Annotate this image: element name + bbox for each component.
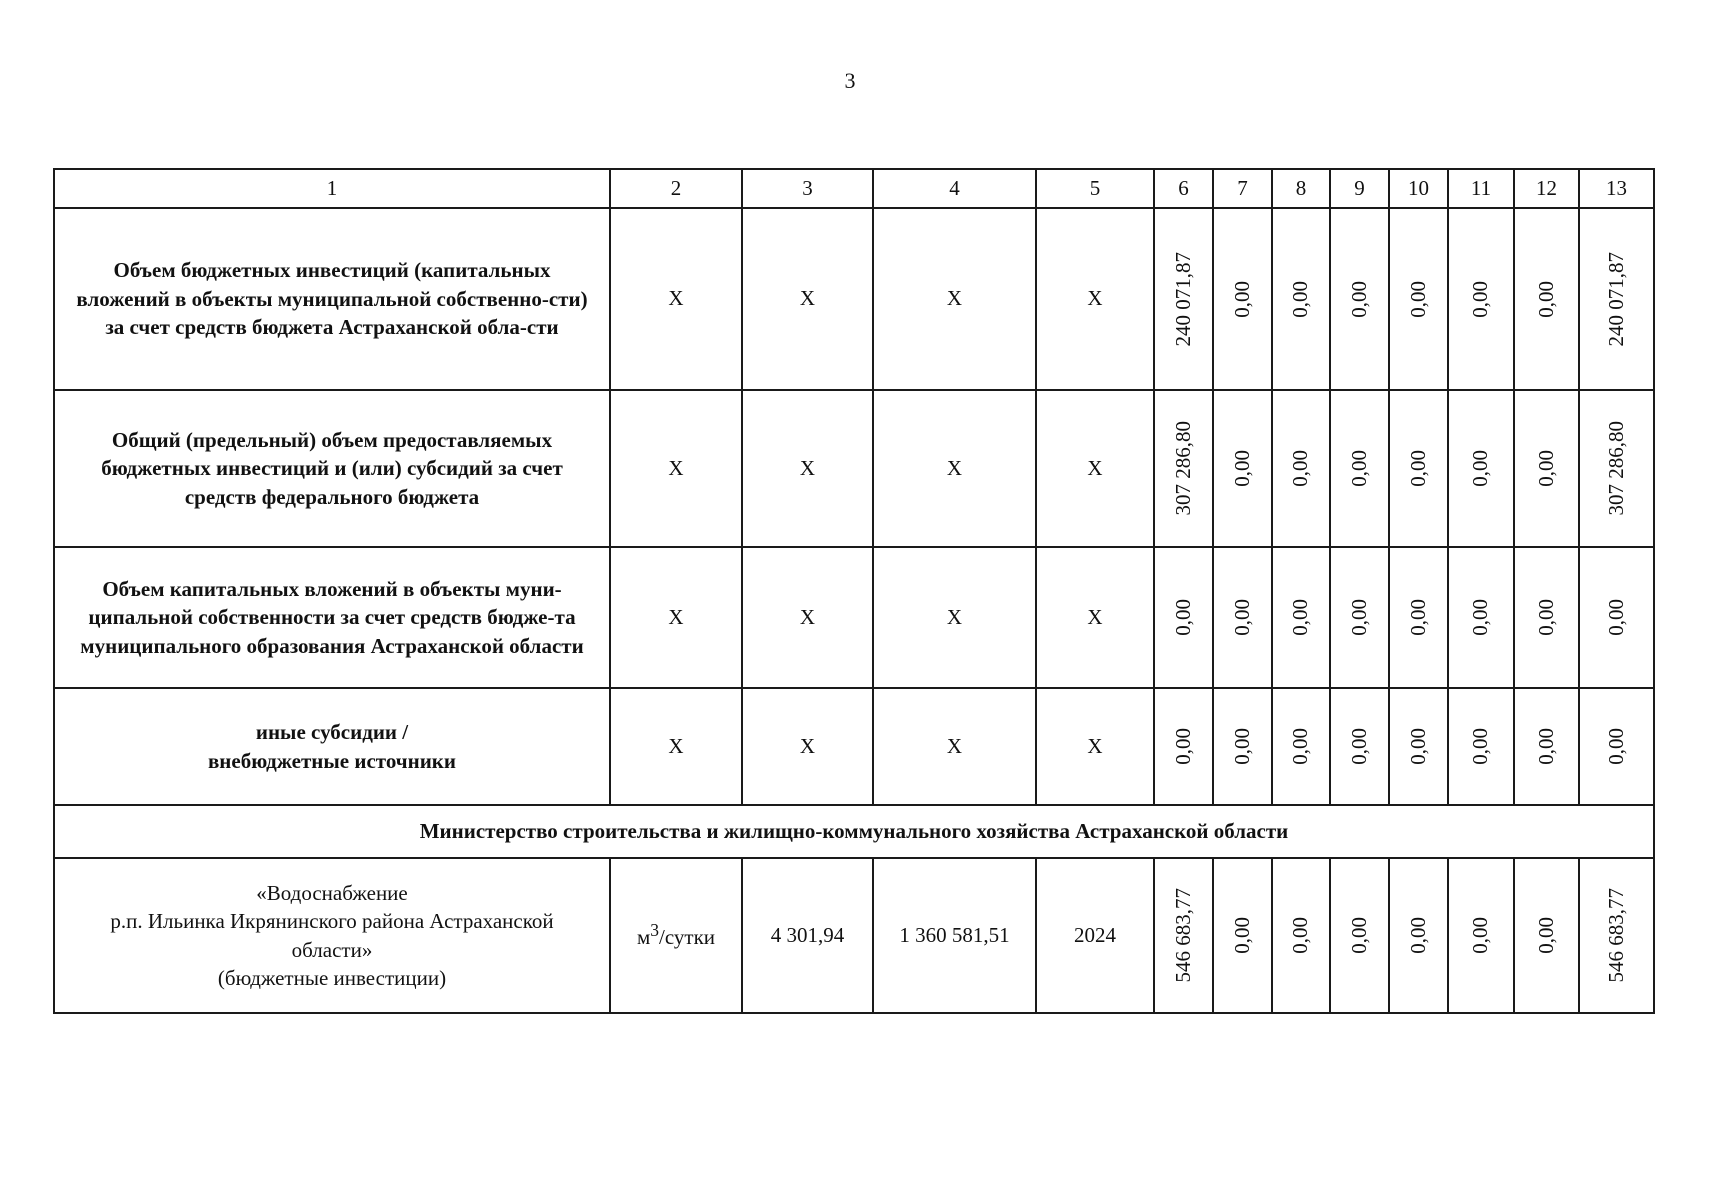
value-cell (1272, 390, 1330, 547)
value-text: 0,00 (1288, 599, 1313, 636)
table-row (54, 547, 1654, 688)
value-cell (1154, 688, 1213, 805)
cell-x: X (742, 208, 873, 390)
section-row (54, 805, 1654, 858)
value-cell (1272, 688, 1330, 805)
value-text: 0,00 (1229, 280, 1254, 318)
column-number: 1 (54, 169, 610, 208)
value-text: 0,00 (1533, 450, 1558, 487)
value-cell (1514, 547, 1579, 688)
column-number: 5 (1036, 169, 1154, 208)
value-text: 0,00 (1468, 917, 1493, 954)
column-number: 11 (1448, 169, 1514, 208)
value-text: 0,00 (1405, 917, 1430, 954)
value-text: 240 071,87 (1170, 251, 1195, 347)
value-text: 0,00 (1603, 728, 1628, 765)
cell-x: X (742, 547, 873, 688)
cell-x: X (873, 547, 1036, 688)
value-cell (1213, 390, 1272, 547)
cell-x: X (610, 390, 742, 547)
value-text: 0,00 (1405, 280, 1430, 318)
value-text: 0,00 (1405, 450, 1430, 487)
value-cell (1448, 208, 1514, 390)
value-cell (1579, 858, 1654, 1013)
value-cell (1579, 390, 1654, 547)
value-cell (1154, 547, 1213, 688)
value-cell (1514, 858, 1579, 1013)
cell-x: X (873, 688, 1036, 805)
value-text: 0,00 (1229, 728, 1254, 765)
value-cell (1330, 390, 1389, 547)
project-line: (бюджетные инвестиции) (217, 965, 447, 990)
year-cell: 2024 (1036, 858, 1154, 1013)
value-cell (1389, 208, 1448, 390)
project-row (54, 858, 1654, 1013)
row-description-line: иные субсидии / (255, 720, 409, 745)
project-line: «Водоснабжение (256, 880, 408, 905)
value-cell (1330, 858, 1389, 1013)
value-text: 0,00 (1170, 599, 1195, 636)
cell-x: X (1036, 208, 1154, 390)
cell-x: X (1036, 390, 1154, 547)
value-cell (1389, 688, 1448, 805)
column-number: 6 (1154, 169, 1213, 208)
value-cell (1389, 547, 1448, 688)
value-cell (1272, 547, 1330, 688)
value-text: 0,00 (1533, 728, 1558, 765)
value-text: 240 071,87 (1603, 251, 1628, 347)
unit-cell (610, 858, 742, 1013)
column-number: 2 (610, 169, 742, 208)
value-text: 0,00 (1229, 450, 1254, 487)
value-text: 0,00 (1533, 599, 1558, 636)
value-text: 0,00 (1229, 917, 1254, 954)
row-description: Объем капитальных вложений в объекты муни-ципальной собственности за счет средств бюдже-та муниципального образования Астраханской области (54, 547, 610, 688)
value-text: 0,00 (1288, 450, 1313, 487)
value-cell (1330, 208, 1389, 390)
column-number-row (54, 169, 1654, 208)
budget-table (53, 168, 1655, 1014)
cell-x: X (873, 208, 1036, 390)
value-cell (1272, 858, 1330, 1013)
value-text: 307 286,80 (1603, 421, 1628, 516)
column-number: 3 (742, 169, 873, 208)
value-text: 0,00 (1346, 599, 1371, 636)
row-description: Общий (предельный) объем предоставляемых бюджетных инвестиций и (или) субсидий за счет средств федерального бюджета (54, 390, 610, 547)
row-description (54, 688, 610, 805)
value-cell (1514, 390, 1579, 547)
value-cell (1514, 208, 1579, 390)
value-cell (1579, 688, 1654, 805)
cost-cell: 1 360 581,51 (873, 858, 1036, 1013)
row-description-line: внебюджетные источники (207, 748, 457, 773)
value-cell (1579, 208, 1654, 390)
value-text: 0,00 (1346, 728, 1371, 765)
value-text: 0,00 (1288, 728, 1313, 765)
page-number: 3 (844, 68, 856, 93)
value-cell (1154, 858, 1213, 1013)
capacity-cell: 4 301,94 (742, 858, 873, 1013)
value-text: 0,00 (1346, 450, 1371, 487)
unit-rest: /сутки (659, 925, 716, 950)
project-description (54, 858, 610, 1013)
column-number: 8 (1272, 169, 1330, 208)
column-number: 13 (1579, 169, 1654, 208)
value-text: 307 286,80 (1170, 421, 1195, 516)
value-cell (1514, 688, 1579, 805)
unit-superscript: 3 (650, 920, 660, 941)
value-text: 0,00 (1533, 280, 1558, 318)
value-text: 0,00 (1405, 599, 1430, 636)
value-text: 0,00 (1468, 728, 1493, 765)
project-line: области» (291, 937, 373, 962)
value-text: 0,00 (1468, 599, 1493, 636)
value-cell (1154, 208, 1213, 390)
value-text: 0,00 (1405, 728, 1430, 765)
cell-x: X (742, 390, 873, 547)
column-number: 12 (1514, 169, 1579, 208)
value-cell (1448, 390, 1514, 547)
value-cell (1213, 547, 1272, 688)
value-cell (1389, 858, 1448, 1013)
value-cell (1330, 688, 1389, 805)
column-number: 9 (1330, 169, 1389, 208)
project-line: р.п. Ильинка Икрянинского района Астраханской (110, 909, 554, 934)
value-text: 0,00 (1229, 599, 1254, 636)
table-row (54, 208, 1654, 390)
column-number: 4 (873, 169, 1036, 208)
value-text: 0,00 (1346, 917, 1371, 954)
unit-base: м (636, 925, 651, 950)
value-cell (1448, 688, 1514, 805)
cell-x: X (1036, 547, 1154, 688)
cell-x: X (610, 208, 742, 390)
table-row (54, 390, 1654, 547)
column-number: 10 (1389, 169, 1448, 208)
cell-x: X (610, 688, 742, 805)
row-description: Объем бюджетных инвестиций (капитальных вложений в объекты муниципальной собственно-сти) за счет средств бюджета Астраханской обла-сти (54, 208, 610, 390)
value-text: 546 683,77 (1603, 888, 1628, 983)
value-cell (1213, 688, 1272, 805)
cell-x: X (610, 547, 742, 688)
column-number: 7 (1213, 169, 1272, 208)
value-cell (1330, 547, 1389, 688)
value-text: 0,00 (1603, 599, 1628, 636)
cell-x: X (742, 688, 873, 805)
value-cell (1579, 547, 1654, 688)
value-text: 0,00 (1468, 450, 1493, 487)
value-cell (1448, 858, 1514, 1013)
value-text: 0,00 (1288, 917, 1313, 954)
section-title: Министерство строительства и жилищно-коммунального хозяйства Астраханской области (54, 805, 1654, 858)
value-text: 0,00 (1346, 280, 1371, 318)
value-text: 0,00 (1170, 728, 1195, 765)
cell-x: X (1036, 688, 1154, 805)
cell-x: X (873, 390, 1036, 547)
value-cell (1272, 208, 1330, 390)
table-row (54, 688, 1654, 805)
value-cell (1213, 208, 1272, 390)
value-text: 546 683,77 (1170, 888, 1195, 983)
value-cell (1448, 547, 1514, 688)
value-cell (1389, 390, 1448, 547)
value-text: 0,00 (1288, 280, 1313, 318)
value-text: 0,00 (1533, 917, 1558, 954)
value-cell (1213, 858, 1272, 1013)
value-cell (1154, 390, 1213, 547)
value-text: 0,00 (1468, 280, 1493, 318)
